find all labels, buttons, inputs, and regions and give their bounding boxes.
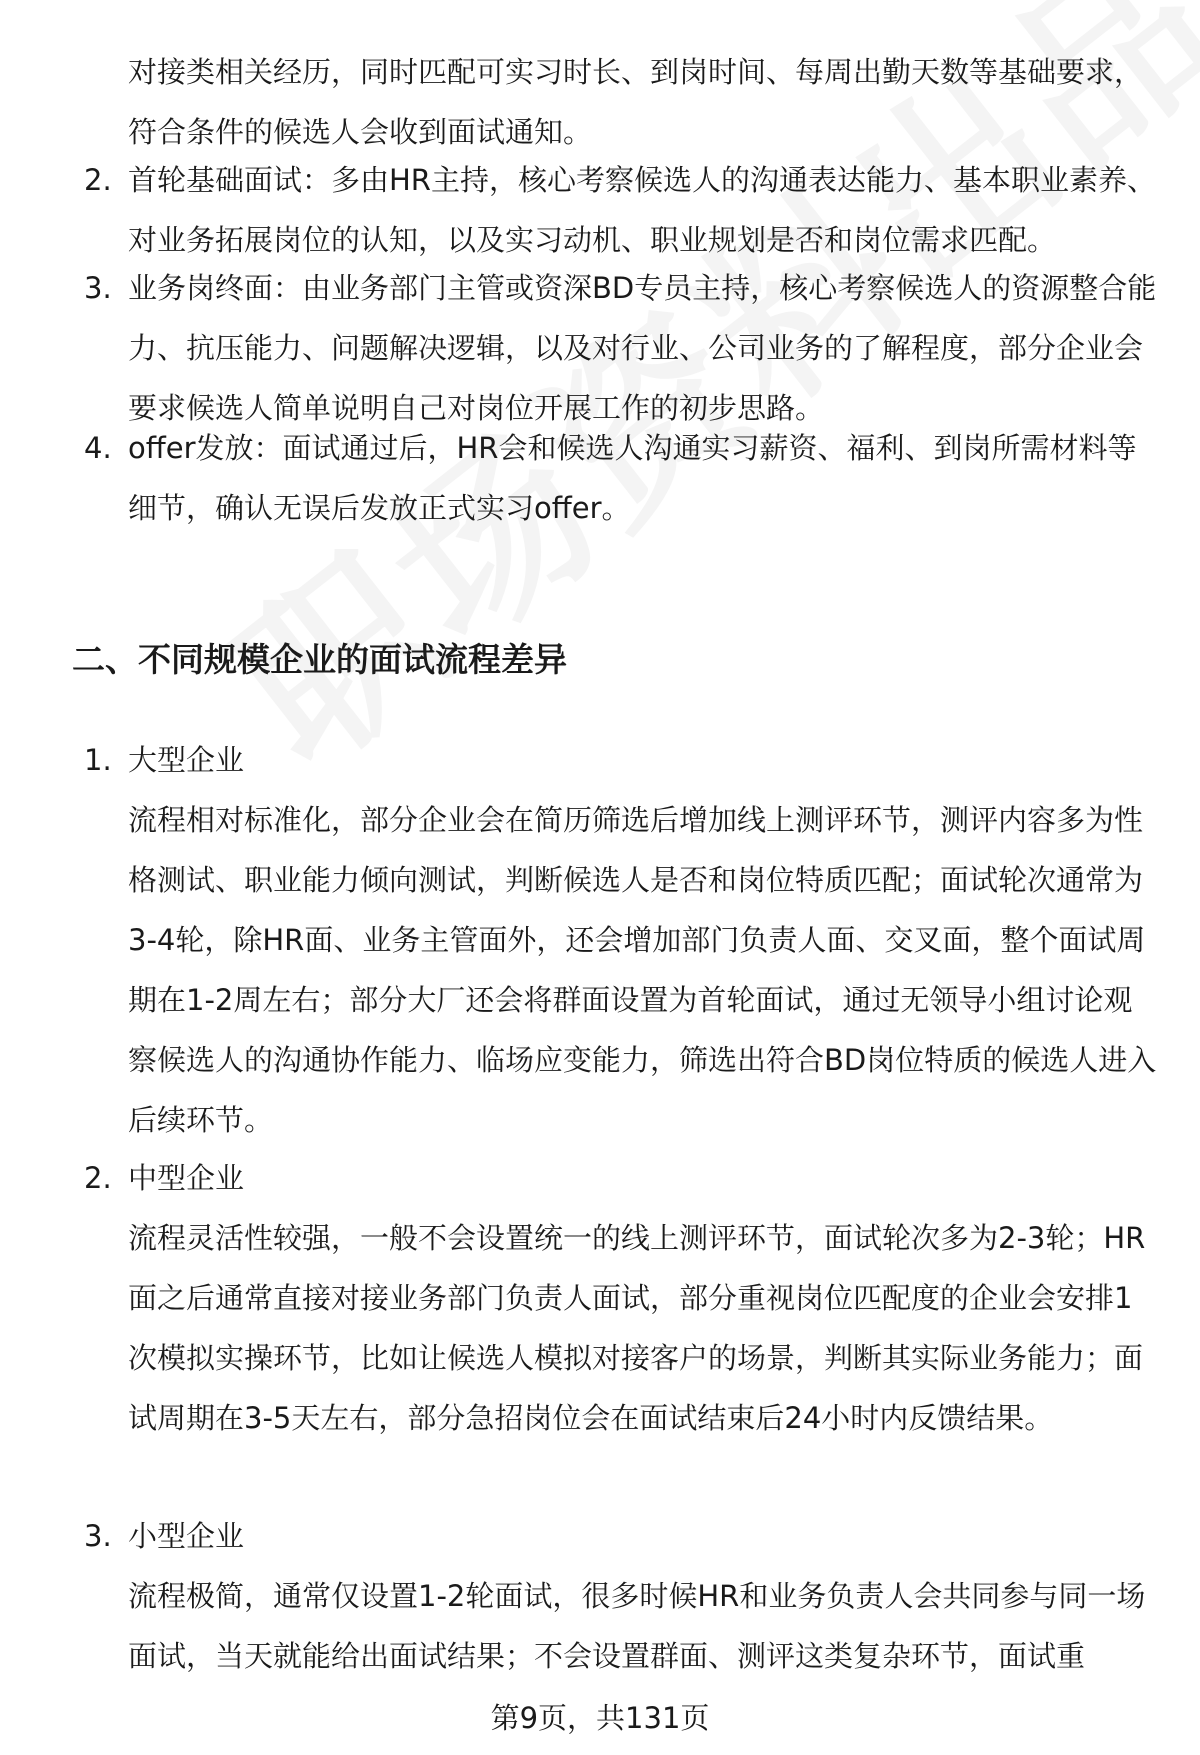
list-item-title: 中型企业: [128, 1161, 245, 1195]
list-number: 2.: [84, 1161, 112, 1195]
list-number: 4.: [84, 431, 112, 465]
intro-paragraph: 对接类相关经历，同时匹配可实习时长、到岗时间、每周出勤天数等基础要求，符合条件的候选人会收到面试通知。: [128, 55, 1144, 149]
list-item-text: 业务岗终面：由业务部门主管或资深BD专员主持，核心考察候选人的资源整合能力、抗压能力、问题解决逻辑，以及对行业、公司业务的了解程度，部分企业会要求候选人简单说明自己对岗位开展工作的初步思路。: [128, 271, 1157, 425]
list-item-text: 流程相对标准化，部分企业会在简历筛选后增加线上测评环节，测评内容多为性格测试、职业能力倾向测试，判断候选人是否和岗位特质匹配；面试轮次通常为3-4轮，除HR面、业务主管面外，还会增加部门负责人面、交叉面，整个面试周期在1-2周左右；部分大厂还会将群面设置为首轮面试，通过无领导小组讨论观察候选人的沟通协作能力、临场应变能力，筛选出符合BD岗位特质的候选人进入后续环节。: [128, 803, 1157, 1137]
section-heading: 二、不同规模企业的面试流程差异: [72, 640, 567, 679]
page-footer: 第9页，共131页: [490, 1701, 710, 1735]
list-item-text: 流程极简，通常仅设置1-2轮面试，很多时候HR和业务负责人会共同参与同一场面试，当天就能给出面试结果；不会设置群面、测评这类复杂环节，面试重: [128, 1579, 1146, 1673]
list-number: 3.: [84, 1519, 112, 1553]
list-item-text: 流程灵活性较强，一般不会设置统一的线上测评环节，面试轮次多为2-3轮；HR面之后通常直接对接业务部门负责人面试，部分重视岗位匹配度的企业会安排1次模拟实操环节，比如让候选人模拟对接客户的场景，判断其实际业务能力；面试周期在3-5天左右，部分急招岗位会在面试结束后24小时内反馈结果。: [128, 1221, 1146, 1435]
list-number: 3.: [84, 271, 112, 305]
list-item-text: offer发放：面试通过后，HR会和候选人沟通实习薪资、福利、到岗所需材料等细节，确认无误后发放正式实习offer。: [128, 431, 1137, 525]
list-number: 1.: [84, 743, 112, 777]
list-item-title: 小型企业: [128, 1519, 245, 1553]
list-item-title: 大型企业: [128, 743, 245, 777]
list-number: 2.: [84, 163, 112, 197]
list-item-text: 首轮基础面试：多由HR主持，核心考察候选人的沟通表达能力、基本职业素养、对业务拓展岗位的认知，以及实习动机、职业规划是否和岗位需求匹配。: [128, 163, 1156, 257]
